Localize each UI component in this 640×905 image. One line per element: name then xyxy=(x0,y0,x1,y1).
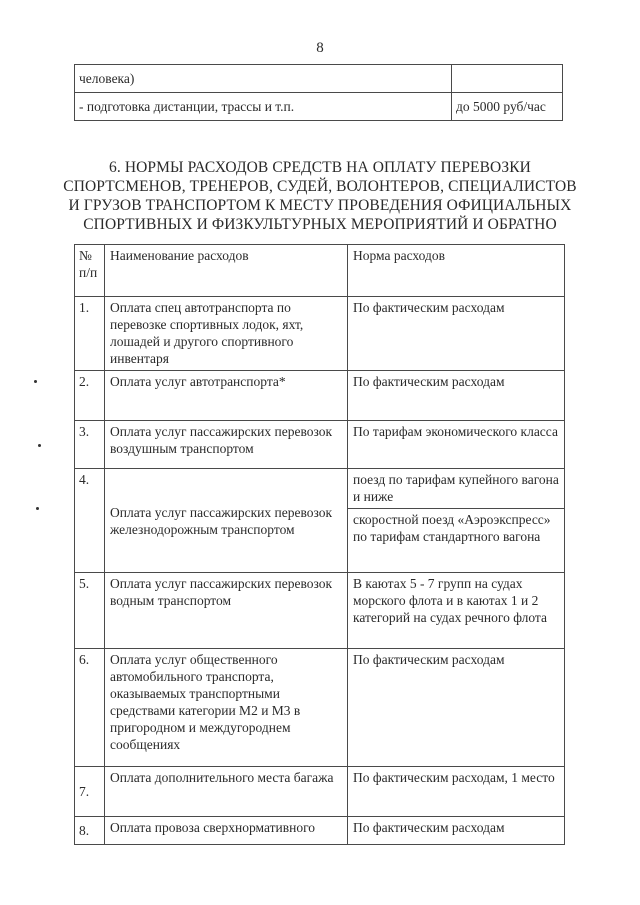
row-norm: По фактическим расходам xyxy=(348,649,565,767)
row-name: Оплата провоза сверхнормативного xyxy=(105,817,348,845)
row-norm-alt: скоростной поезд «Аэроэкспресс» по тарифам стандартного вагона xyxy=(348,509,565,573)
header-norm: Норма расходов xyxy=(348,245,565,297)
row-name: Оплата услуг автотранспорта* xyxy=(105,371,348,421)
scan-speck xyxy=(36,507,39,510)
header-num: № п/п xyxy=(75,245,105,297)
row-number: 3. xyxy=(75,421,105,469)
row-norm: По фактическим расходам xyxy=(348,817,565,845)
row-number: 6. xyxy=(75,649,105,767)
table-row xyxy=(75,371,565,421)
row-norm: В каютах 5 - 7 групп на судах морского флота и в каютах 1 и 2 категорий на судах речного флота xyxy=(348,573,565,649)
row-norm: По фактическим расходам xyxy=(348,297,565,371)
row-number: 7. xyxy=(75,767,105,817)
expense-value-cell xyxy=(452,65,563,93)
expense-name-cell: - подготовка дистанции, трассы и т.п. xyxy=(75,93,452,121)
row-name: Оплата дополнительного места багажа xyxy=(105,767,348,817)
row-name: Оплата услуг общественного автомобильного транспорта, оказываемых транспортными средствами категории М2 и М3 в пригородном и междугороднем сообщениях xyxy=(105,649,348,767)
table-row xyxy=(75,573,565,649)
row-number: 5. xyxy=(75,573,105,649)
table-row xyxy=(75,817,565,845)
row-name: Оплата услуг пассажирских перевозок водным транспортом xyxy=(105,573,348,649)
row-name: Оплата спец автотранспорта по перевозке спортивных лодок, яхт, лошадей и другого спортивного инвентаря xyxy=(105,297,348,371)
table-row xyxy=(75,649,565,767)
row-number: 8. xyxy=(75,817,105,845)
scan-speck xyxy=(34,380,37,383)
row-norm: По фактическим расходам, 1 место xyxy=(348,767,565,817)
row-name: Оплата услуг пассажирских перевозок железнодорожным транспортом xyxy=(105,469,348,573)
continued-table xyxy=(74,64,563,121)
row-number: 1. xyxy=(75,297,105,371)
row-number: 4. xyxy=(75,469,105,573)
row-norm: поезд по тарифам купейного вагона и ниже xyxy=(348,469,565,509)
table-row xyxy=(75,297,565,371)
row-norm: По фактическим расходам xyxy=(348,371,565,421)
scan-speck xyxy=(38,444,41,447)
header-name: Наименование расходов xyxy=(105,245,348,297)
expense-name-cell: человека) xyxy=(75,65,452,93)
row-name: Оплата услуг пассажирских перевозок воздушным транспортом xyxy=(105,421,348,469)
table-row xyxy=(75,421,565,469)
transport-norms-table xyxy=(74,244,565,845)
row-norm: По тарифам экономического класса xyxy=(348,421,565,469)
table-header-row xyxy=(75,245,565,297)
table-row xyxy=(75,93,563,121)
table-row xyxy=(75,469,565,509)
row-number: 2. xyxy=(75,371,105,421)
table-row xyxy=(75,65,563,93)
page-number: 8 xyxy=(316,40,324,56)
expense-value-cell: до 5000 руб/час xyxy=(452,93,563,121)
table-row xyxy=(75,767,565,817)
section-title: 6. НОРМЫ РАСХОДОВ СРЕДСТВ НА ОПЛАТУ ПЕРЕВОЗКИ СПОРТСМЕНОВ, ТРЕНЕРОВ, СУДЕЙ, ВОЛОНТЕРОВ, СПЕЦИАЛИСТОВ И ГРУЗОВ ТРАНСПОРТОМ К МЕСТУ ПРОВЕДЕНИЯ ОФИЦИАЛЬНЫХ СПОРТИВНЫХ И ФИЗКУЛЬТУРНЫХ МЕРОПРИЯТИЙ И ОБРАТНО xyxy=(63,159,577,233)
